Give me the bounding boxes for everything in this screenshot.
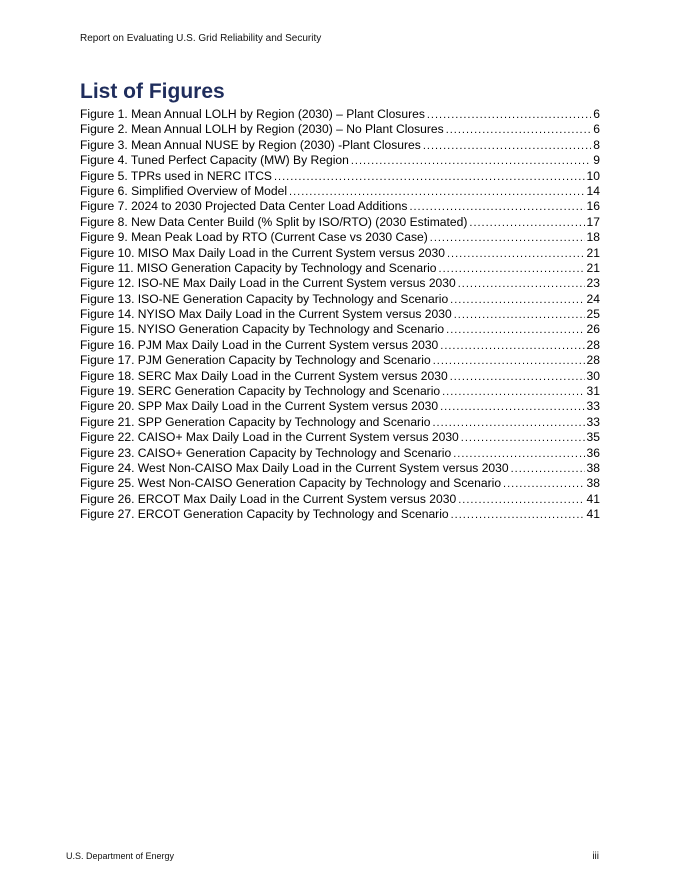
toc-entry-title: Figure 14. NYISO Max Daily Load in the Current System versus 2030 bbox=[80, 307, 452, 322]
dot-leader bbox=[433, 416, 585, 430]
toc-entry-title: Figure 16. PJM Max Daily Load in the Current System versus 2030 bbox=[80, 337, 439, 352]
toc-entry[interactable] bbox=[80, 107, 600, 122]
toc-entry-page-number: 33 bbox=[586, 399, 600, 414]
toc-entry-title: Figure 18. SERC Max Daily Load in the Current System versus 2030 bbox=[80, 368, 448, 383]
toc-entry[interactable] bbox=[80, 476, 600, 491]
toc-entry-page-number: 21 bbox=[586, 260, 600, 275]
toc-entry-title: Figure 12. ISO-NE Max Daily Load in the Current System versus 2030 bbox=[80, 276, 456, 291]
list-of-figures bbox=[80, 107, 600, 523]
dot-leader bbox=[440, 400, 584, 414]
toc-entry[interactable] bbox=[80, 461, 600, 476]
dot-leader bbox=[450, 293, 584, 307]
toc-entry[interactable] bbox=[80, 507, 600, 522]
toc-entry-page-number: 14 bbox=[586, 183, 600, 198]
toc-entry-title: Figure 26. ERCOT Max Daily Load in the Current System versus 2030 bbox=[80, 491, 457, 506]
toc-entry-title: Figure 8. New Data Center Build (% Split by ISO/RTO) (2030 Estimated) bbox=[80, 214, 468, 229]
footer-page-number: iii bbox=[592, 851, 599, 862]
toc-entry[interactable] bbox=[80, 215, 600, 230]
toc-entry-page-number: 41 bbox=[586, 507, 600, 522]
toc-entry-title: Figure 22. CAISO+ Max Daily Load in the Current System versus 2030 bbox=[80, 430, 459, 445]
dot-leader bbox=[446, 123, 592, 137]
toc-entry[interactable] bbox=[80, 307, 600, 322]
toc-entry-page-number: 16 bbox=[586, 199, 600, 214]
toc-entry[interactable] bbox=[80, 153, 600, 168]
dot-leader bbox=[461, 431, 585, 445]
toc-entry-page-number: 38 bbox=[586, 460, 600, 475]
toc-entry-page-number: 18 bbox=[586, 230, 600, 245]
toc-entry[interactable] bbox=[80, 446, 600, 461]
toc-entry[interactable] bbox=[80, 492, 600, 507]
toc-entry[interactable] bbox=[80, 353, 600, 368]
dot-leader bbox=[440, 339, 584, 353]
footer-organization: U.S. Department of Energy bbox=[66, 851, 175, 861]
toc-entry-page-number: 6 bbox=[593, 107, 600, 121]
running-header: Report on Evaluating U.S. Grid Reliability and Security bbox=[80, 33, 322, 44]
toc-entry-page-number: 35 bbox=[586, 430, 600, 445]
dot-leader bbox=[450, 370, 585, 384]
dot-leader bbox=[451, 508, 585, 522]
toc-entry[interactable] bbox=[80, 199, 600, 214]
toc-entry-title: Figure 4. Tuned Perfect Capacity (MW) By Region bbox=[80, 153, 349, 168]
toc-entry-page-number: 24 bbox=[586, 291, 600, 306]
toc-entry-title: Figure 3. Mean Annual NUSE by Region (2030) -Plant Closures bbox=[80, 137, 421, 152]
dot-leader bbox=[430, 231, 585, 245]
toc-entry-page-number: 28 bbox=[586, 337, 600, 352]
toc-entry-title: Figure 25. West Non-CAISO Generation Capacity by Technology and Scenario bbox=[80, 476, 502, 491]
toc-entry-title: Figure 17. PJM Generation Capacity by Technology and Scenario bbox=[80, 353, 431, 368]
toc-entry[interactable] bbox=[80, 169, 600, 184]
toc-entry[interactable] bbox=[80, 122, 600, 137]
toc-entry-title: Figure 20. SPP Max Daily Load in the Current System versus 2030 bbox=[80, 399, 439, 414]
toc-entry-title: Figure 11. MISO Generation Capacity by Technology and Scenario bbox=[80, 260, 437, 275]
toc-entry[interactable] bbox=[80, 230, 600, 245]
toc-entry-page-number: 36 bbox=[586, 445, 600, 460]
toc-entry[interactable] bbox=[80, 384, 600, 399]
dot-leader bbox=[442, 385, 584, 399]
toc-entry-page-number: 31 bbox=[586, 384, 600, 399]
toc-entry-title: Figure 23. CAISO+ Generation Capacity by Technology and Scenario bbox=[80, 445, 452, 460]
toc-entry[interactable] bbox=[80, 399, 600, 414]
dot-leader bbox=[433, 354, 585, 368]
toc-entry-page-number: 23 bbox=[586, 276, 600, 291]
dot-leader bbox=[454, 308, 585, 322]
toc-entry[interactable] bbox=[80, 138, 600, 153]
toc-entry-title: Figure 21. SPP Generation Capacity by Technology and Scenario bbox=[80, 414, 431, 429]
toc-entry[interactable] bbox=[80, 322, 600, 337]
toc-entry-page-number: 41 bbox=[586, 491, 600, 506]
toc-entry-page-number: 6 bbox=[593, 122, 600, 137]
dot-leader bbox=[423, 139, 591, 153]
toc-entry[interactable] bbox=[80, 276, 600, 291]
dot-leader bbox=[409, 200, 584, 214]
toc-entry-title: Figure 7. 2024 to 2030 Projected Data Center Load Additions bbox=[80, 199, 408, 214]
dot-leader bbox=[503, 477, 585, 491]
dot-leader bbox=[446, 323, 584, 337]
dot-leader bbox=[351, 154, 591, 168]
toc-entry-title: Figure 13. ISO-NE Generation Capacity by Technology and Scenario bbox=[80, 291, 449, 306]
toc-entry-title: Figure 19. SERC Generation Capacity by Technology and Scenario bbox=[80, 384, 441, 399]
toc-entry-title: Figure 5. TPRs used in NERC ITCS bbox=[80, 168, 272, 183]
page-title: List of Figures bbox=[80, 80, 225, 103]
toc-entry-page-number: 21 bbox=[586, 245, 600, 260]
toc-entry-page-number: 28 bbox=[586, 353, 600, 368]
toc-entry-page-number: 33 bbox=[586, 414, 600, 429]
toc-entry-page-number: 8 bbox=[593, 137, 600, 152]
dot-leader bbox=[289, 185, 585, 199]
toc-entry-title: Figure 15. NYISO Generation Capacity by Technology and Scenario bbox=[80, 322, 445, 337]
dot-leader bbox=[427, 108, 591, 122]
toc-entry[interactable] bbox=[80, 415, 600, 430]
toc-entry-title: Figure 2. Mean Annual LOLH by Region (2030) – No Plant Closures bbox=[80, 122, 444, 137]
dot-leader bbox=[458, 493, 584, 507]
toc-entry-title: Figure 1. Mean Annual LOLH by Region (2030) – Plant Closures bbox=[80, 107, 425, 121]
toc-entry[interactable] bbox=[80, 246, 600, 261]
toc-entry[interactable] bbox=[80, 184, 600, 199]
toc-entry[interactable] bbox=[80, 338, 600, 353]
dot-leader bbox=[274, 170, 585, 184]
toc-entry[interactable] bbox=[80, 292, 600, 307]
dot-leader bbox=[469, 216, 584, 230]
toc-entry-page-number: 17 bbox=[586, 214, 600, 229]
toc-entry-page-number: 30 bbox=[586, 368, 600, 383]
toc-entry[interactable] bbox=[80, 369, 600, 384]
dot-leader bbox=[453, 447, 584, 461]
dot-leader bbox=[447, 247, 585, 261]
toc-entry-page-number: 9 bbox=[593, 153, 600, 168]
toc-entry-title: Figure 6. Simplified Overview of Model bbox=[80, 183, 288, 198]
toc-entry[interactable] bbox=[80, 430, 600, 445]
toc-entry[interactable] bbox=[80, 261, 600, 276]
dot-leader bbox=[511, 462, 585, 476]
dot-leader bbox=[458, 277, 585, 291]
toc-entry-title: Figure 27. ERCOT Generation Capacity by Technology and Scenario bbox=[80, 507, 449, 522]
toc-entry-page-number: 25 bbox=[586, 307, 600, 322]
toc-entry-page-number: 38 bbox=[586, 476, 600, 491]
toc-entry-page-number: 10 bbox=[586, 168, 600, 183]
dot-leader bbox=[439, 262, 585, 276]
toc-entry-page-number: 26 bbox=[586, 322, 600, 337]
toc-entry-title: Figure 10. MISO Max Daily Load in the Current System versus 2030 bbox=[80, 245, 445, 260]
toc-entry-title: Figure 24. West Non-CAISO Max Daily Load in the Current System versus 2030 bbox=[80, 460, 509, 475]
toc-entry-title: Figure 9. Mean Peak Load by RTO (Current Case vs 2030 Case) bbox=[80, 230, 428, 245]
